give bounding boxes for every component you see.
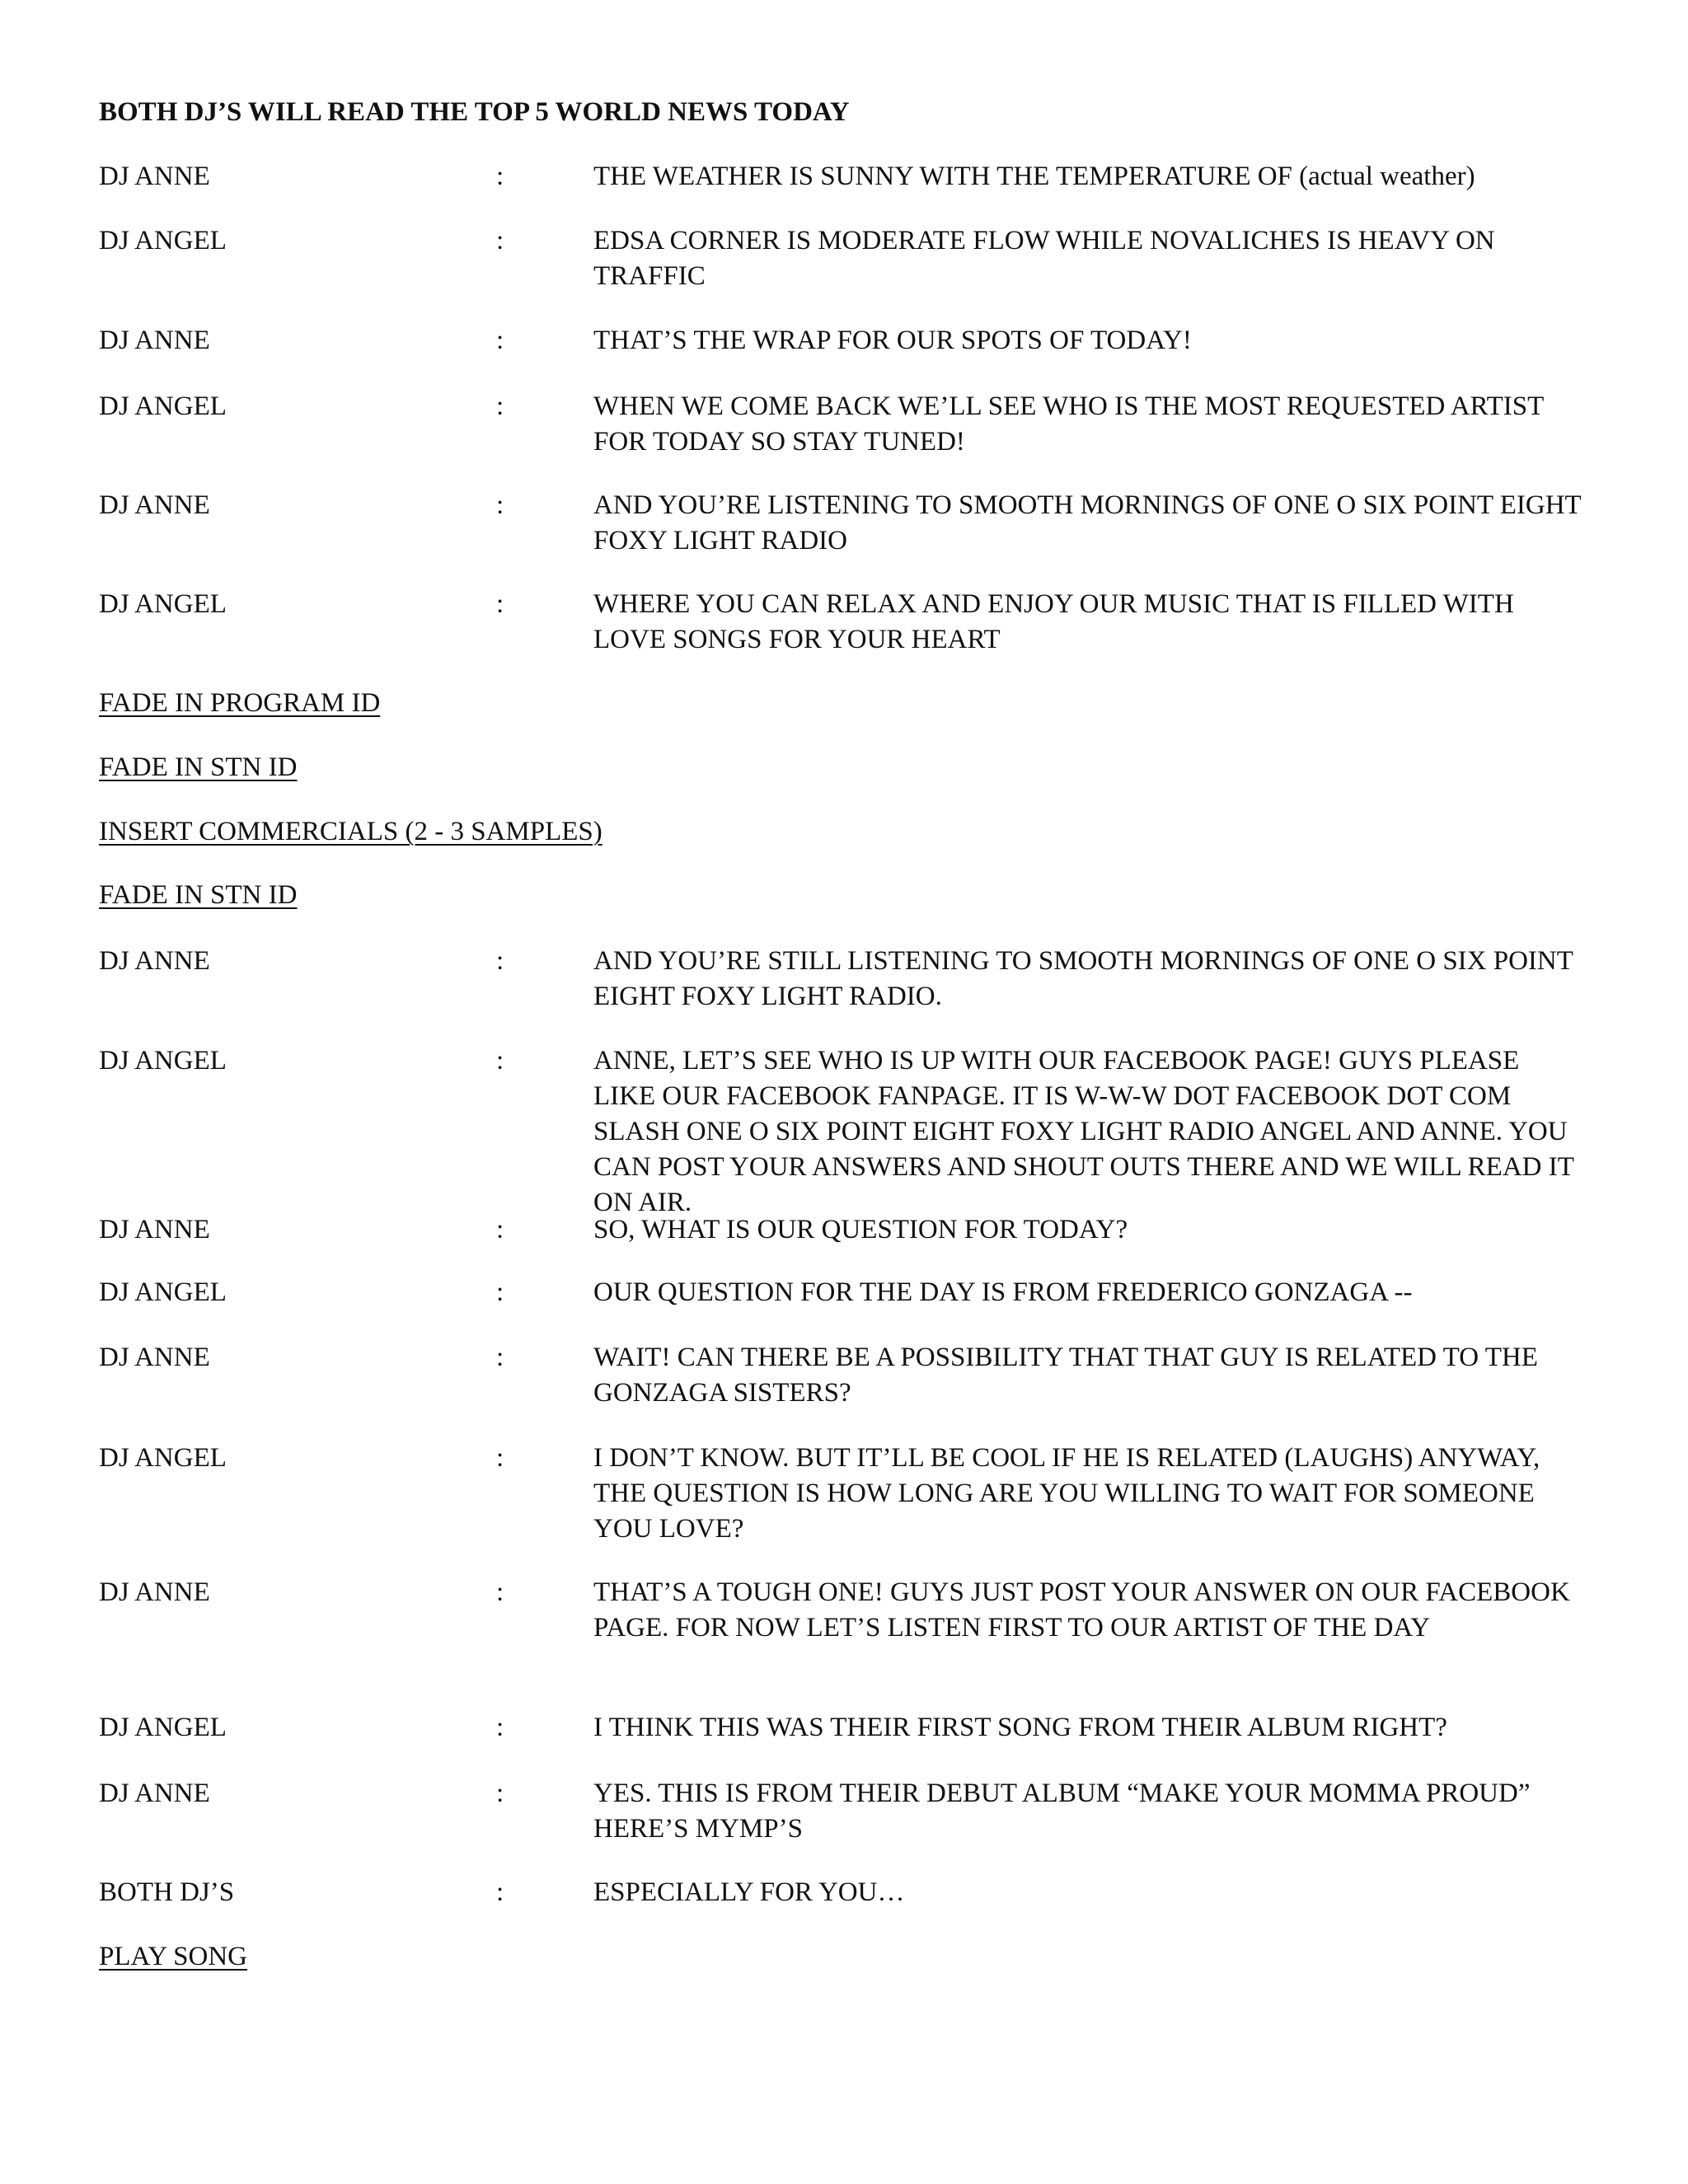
radio-script-page [99,95,1582,1971]
dialogue-line: EDSA CORNER IS MODERATE FLOW WHILE NOVALICHES IS HEAVY ON TRAFFIC [593,226,1495,291]
speaker-name: DJ ANNE [99,162,210,191]
dialogue-row [99,488,1582,559]
dialogue-line: AND YOU’RE STILL LISTENING TO SMOOTH MORNINGS OF ONE O SIX POINT EIGHT FOXY LIGHT RADIO. [593,946,1573,1011]
speaker-name: DJ ANGEL [99,1046,227,1076]
colon-separator: : [496,1215,504,1244]
dialogue-line: THAT’S A TOUGH ONE! GUYS JUST POST YOUR ANSWER ON OUR FACEBOOK PAGE. FOR NOW LET’S LISTEN FIRST TO OUR ARTIST OF THE DAY [593,1577,1570,1643]
dialogue-row [99,1575,1582,1646]
speaker-name: DJ ANNE [99,1215,210,1244]
speaker-name: DJ ANNE [99,1577,210,1607]
production-cue: PLAY SONG [99,1942,248,1971]
dialogue-line: AND YOU’RE LISTENING TO SMOOTH MORNINGS OF ONE O SIX POINT EIGHT FOXY LIGHT RADIO [593,490,1582,555]
production-cue: FADE IN STN ID [99,752,298,782]
dialogue-line: I DON’T KNOW. BUT IT’LL BE COOL IF HE IS RELATED (LAUGHS) ANYWAY, THE QUESTION IS HOW LONG ARE YOU WILLING TO WAIT FOR SOMEONE YOU LOVE? [593,1443,1540,1544]
speaker-name: DJ ANGEL [99,391,227,421]
dialogue-row [99,389,1582,460]
production-cue: FADE IN PROGRAM ID [99,688,381,718]
dialogue-line: THE WEATHER IS SUNNY WITH THE TEMPERATURE OF (actual weather) [593,162,1475,191]
speaker-name: DJ ANGEL [99,226,227,255]
dialogue-row [99,323,1582,359]
production-cue: FADE IN STN ID [99,880,298,910]
production-cue: INSERT COMMERCIALS (2 - 3 SAMPLES) [99,817,603,846]
colon-separator: : [496,162,504,191]
dialogue-row [99,1043,1582,1221]
dialogue-row [99,1340,1582,1411]
dialogue-line: SO, WHAT IS OUR QUESTION FOR TODAY? [593,1215,1128,1244]
dialogue-row [99,1710,1582,1746]
dialogue-line: WHEN WE COME BACK WE’LL SEE WHO IS THE MOST REQUESTED ARTIST FOR TODAY SO STAY TUNED! [593,391,1544,457]
speaker-name: DJ ANNE [99,1779,210,1808]
speaker-name: DJ ANGEL [99,1277,227,1307]
dialogue-row [99,1776,1582,1847]
speaker-name: DJ ANGEL [99,589,227,619]
speaker-name: DJ ANNE [99,1343,210,1372]
colon-separator: : [496,1046,504,1076]
colon-separator: : [496,326,504,355]
dialogue-row [99,1212,1582,1248]
dialogue-line: OUR QUESTION FOR THE DAY IS FROM FREDERICO GONZAGA -- [593,1277,1413,1307]
script-heading: BOTH DJ’S WILL READ THE TOP 5 WORLD NEWS TODAY [99,97,850,127]
dialogue-line: THAT’S THE WRAP FOR OUR SPOTS OF TODAY! [593,326,1192,355]
dialogue-row [99,1275,1582,1310]
dialogue-row [99,587,1582,658]
speaker-name: DJ ANNE [99,946,210,976]
colon-separator: : [496,391,504,421]
speaker-name: DJ ANGEL [99,1443,227,1473]
dialogue-line: ANNE, LET’S SEE WHO IS UP WITH OUR FACEBOOK PAGE! GUYS PLEASE LIKE OUR FACEBOOK FANPAGE. IT IS W-W-W DOT FACEBOOK DOT COM SLASH ONE O SIX POINT EIGHT FOXY LIGHT RADIO ANGEL AND ANNE. YOU CAN POST YOUR ANSWERS AND SHOUT OUTS THERE AND WE WILL READ IT ON AIR. [593,1046,1574,1217]
colon-separator: : [496,1343,504,1372]
dialogue-line: YES. THIS IS FROM THEIR DEBUT ALBUM “MAKE YOUR MOMMA PROUD” HERE’S MYMP’S [593,1779,1531,1844]
colon-separator: : [496,1779,504,1808]
dialogue-line: WAIT! CAN THERE BE A POSSIBILITY THAT THAT GUY IS RELATED TO THE GONZAGA SISTERS? [593,1343,1538,1408]
colon-separator: : [496,490,504,520]
speaker-name: DJ ANNE [99,490,210,520]
colon-separator: : [496,1277,504,1307]
colon-separator: : [496,1577,504,1607]
dialogue-row [99,223,1582,294]
colon-separator: : [496,589,504,619]
colon-separator: : [496,946,504,976]
speaker-name: DJ ANNE [99,326,210,355]
dialogue-row [99,1441,1582,1547]
colon-separator: : [496,226,504,255]
colon-separator: : [496,1713,504,1742]
dialogue-row [99,1875,1582,1910]
colon-separator: : [496,1877,504,1907]
speaker-name: BOTH DJ’S [99,1877,235,1907]
dialogue-row [99,159,1582,194]
colon-separator: : [496,1443,504,1473]
dialogue-row [99,944,1582,1015]
dialogue-line: I THINK THIS WAS THEIR FIRST SONG FROM THEIR ALBUM RIGHT? [593,1713,1447,1742]
dialogue-line: WHERE YOU CAN RELAX AND ENJOY OUR MUSIC THAT IS FILLED WITH LOVE SONGS FOR YOUR HEART [593,589,1514,654]
speaker-name: DJ ANGEL [99,1713,227,1742]
dialogue-line: ESPECIALLY FOR YOU… [593,1877,905,1907]
